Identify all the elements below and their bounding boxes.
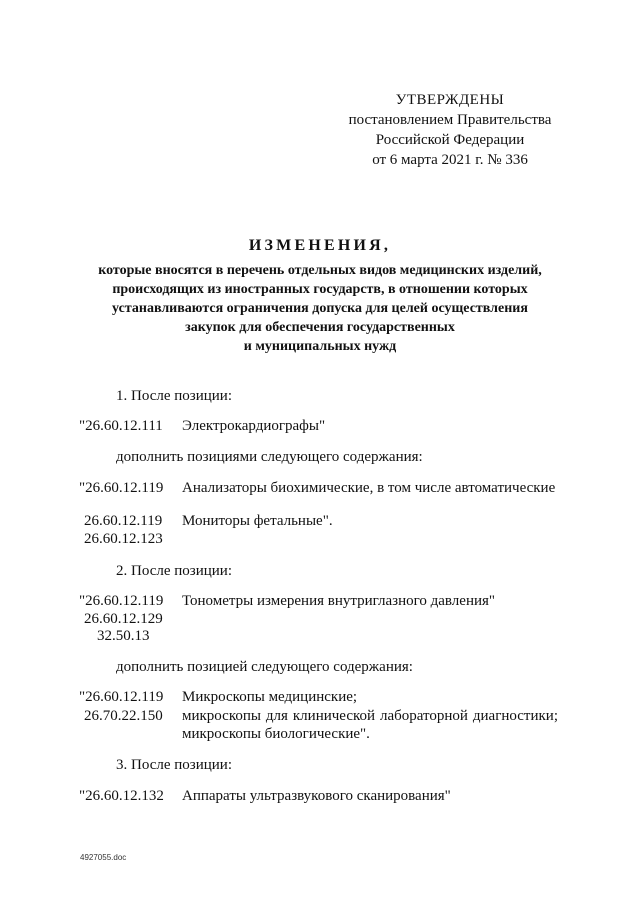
section-3-heading: 3. После позиции:: [116, 757, 232, 773]
subtitle-line-4: закупок для обеспечения государственных: [185, 320, 455, 335]
section-1-add-1-text: Анализаторы биохимические, в том числе автоматические: [182, 480, 556, 496]
section-2-add-text-1: Микроскопы медицинские;: [182, 689, 358, 705]
subtitle-line-2: происходящих из иностранных государств, в отношении которых: [112, 282, 528, 297]
section-3-entry-code: "26.60.12.132: [79, 788, 164, 804]
section-2-entry-code-2: 26.60.12.129: [84, 611, 163, 627]
section-2-add-code-1: "26.60.12.119: [79, 689, 164, 705]
section-2-add-code-2: 26.70.22.150: [84, 708, 163, 724]
section-2-entry-text: Тонометры измерения внутриглазного давления": [182, 593, 496, 609]
approval-line-1: постановлением Правительства: [348, 112, 552, 128]
approval-block: [340, 90, 560, 170]
subtitle-line-5: и муниципальных нужд: [243, 339, 397, 354]
section-1-add-2-code-2: 26.60.12.123: [84, 531, 163, 547]
document-subtitle: [60, 261, 580, 356]
section-1-instruction: дополнить позициями следующего содержания:: [116, 449, 423, 465]
section-1-entry-code: "26.60.12.111: [79, 418, 163, 434]
section-1-add-1-code: "26.60.12.119: [79, 480, 164, 496]
section-2-instruction: дополнить позицией следующего содержания:: [116, 659, 413, 675]
file-reference: 4927055.doc: [80, 853, 127, 862]
approval-title: УТВЕРЖДЕНЫ: [395, 92, 505, 108]
subtitle-line-1: которые вносятся в перечень отдельных видов медицинских изделий,: [98, 263, 542, 278]
approval-line-2: Российской Федерации: [375, 132, 525, 148]
section-2-add-text-2: микроскопы для клинической лабораторной диагностики;: [182, 708, 558, 724]
section-3-entry-text: Аппараты ультразвукового сканирования": [182, 788, 451, 804]
subtitle-line-3: устанавливаются ограничения допуска для целей осуществления: [112, 301, 528, 316]
section-1-entry-text: Электрокардиографы": [182, 418, 326, 434]
section-1-add-2-text: Мониторы фетальные".: [182, 513, 333, 529]
section-1-add-2-code-1: 26.60.12.119: [84, 513, 163, 529]
section-2-add-text-3: микроскопы биологические".: [182, 726, 370, 742]
section-2-heading: 2. После позиции:: [116, 563, 232, 579]
document-title: ИЗМЕНЕНИЯ,: [248, 237, 392, 254]
section-2-entry-code-3: 32.50.13: [97, 628, 150, 644]
section-2-entry-code-1: "26.60.12.119: [79, 593, 164, 609]
approval-line-3: от 6 марта 2021 г. № 336: [372, 152, 528, 168]
section-1-heading: 1. После позиции:: [116, 388, 232, 404]
